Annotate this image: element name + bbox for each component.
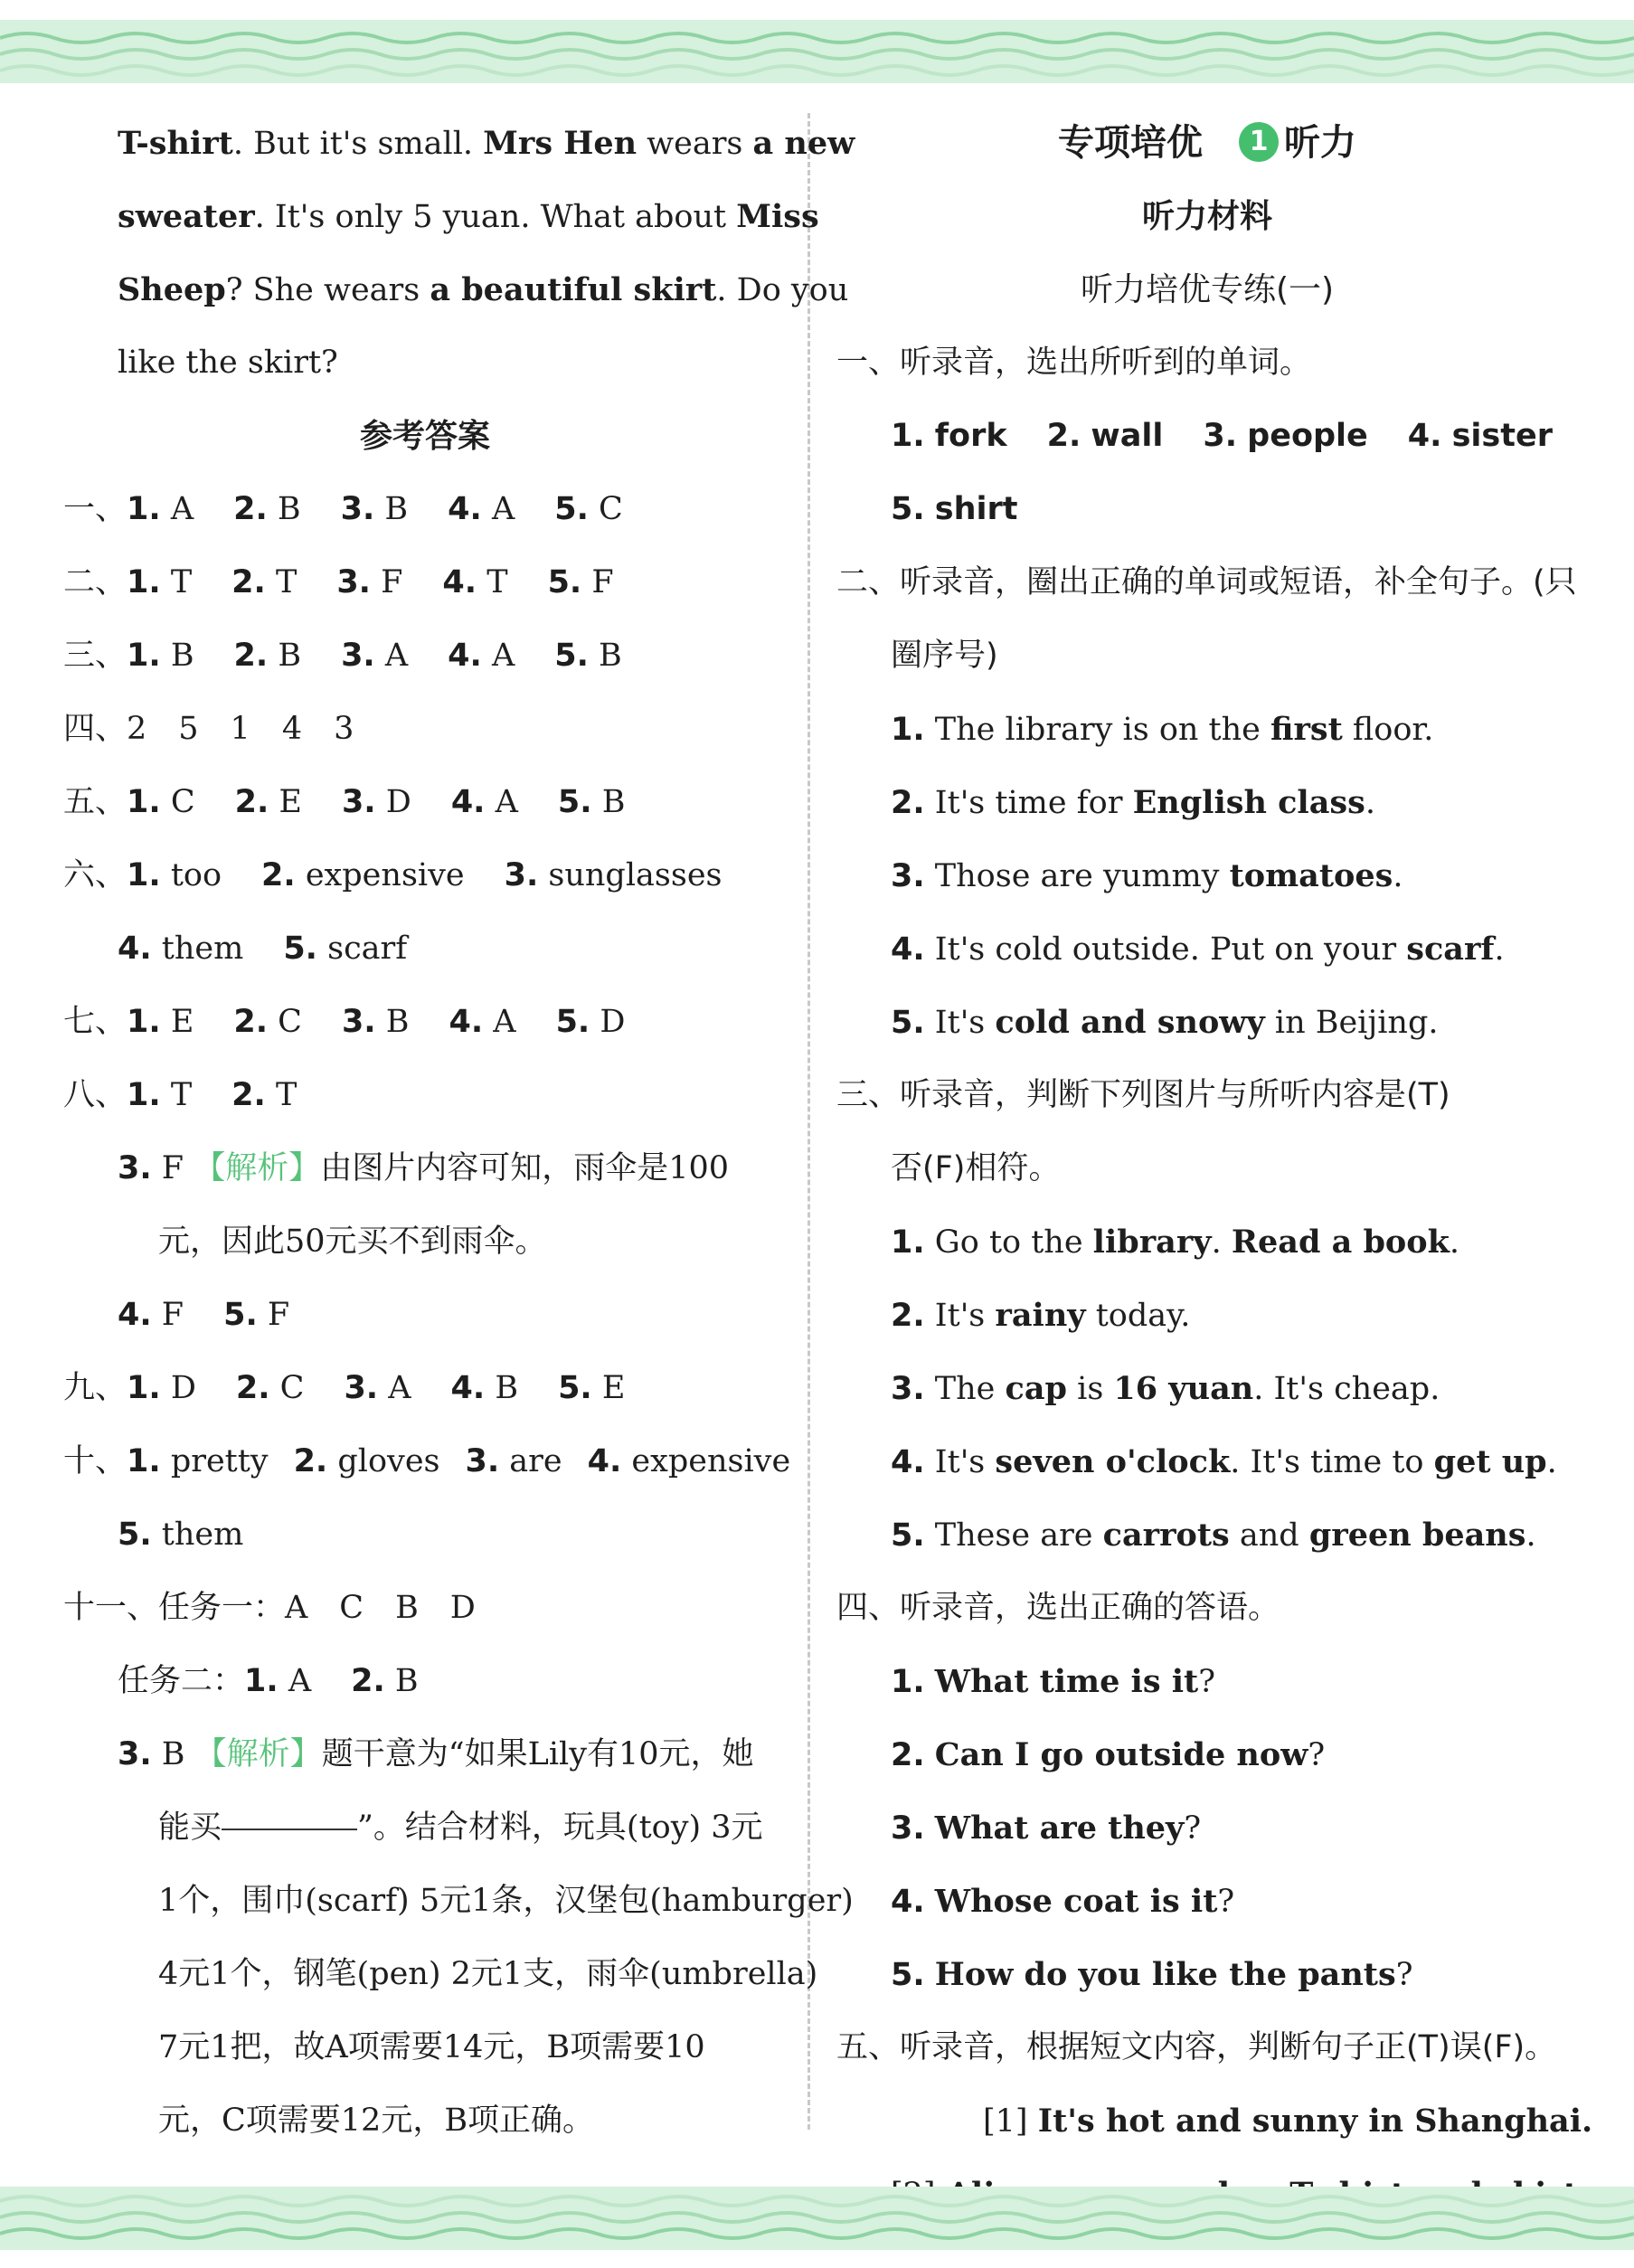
section-title-cont: 圈序号) bbox=[891, 638, 998, 674]
answer-row: 五、1. C 2. E 3. D 4. A 5. B bbox=[63, 784, 626, 820]
word-row: 5. shirt bbox=[891, 491, 1018, 527]
answer-explanation-cont: 4元1个，钢笔(pen) 2元1支，雨伞(umbrella) bbox=[158, 1956, 818, 1992]
answer-row: 一、1. A 2. B 3. B 4. A 5. C bbox=[63, 491, 623, 527]
question-item: 3. What are they? bbox=[891, 1810, 1202, 1847]
question-item: 1. What time is it? bbox=[891, 1663, 1215, 1700]
question-item: 4. Whose coat is it? bbox=[891, 1883, 1235, 1920]
sentence-item: 3. Those are yummy tomatoes. bbox=[891, 857, 1403, 894]
section-title-cont: 否(F)相符。 bbox=[891, 1150, 1061, 1186]
answer-row: 5. them bbox=[118, 1517, 244, 1553]
section-header: 专项培优 1 听力 bbox=[1058, 122, 1356, 164]
answer-row: 4. F 5. F bbox=[118, 1297, 290, 1333]
answer-row: 四、2 5 1 4 3 bbox=[63, 711, 354, 747]
sentence-item: 1. Go to the library. Read a book. bbox=[891, 1224, 1460, 1261]
passage-line: [1] It's hot and sunny in Shanghai. bbox=[983, 2103, 1593, 2140]
section-title: 五、听录音，根据短文内容，判断句子正(T)误(F)。 bbox=[836, 2029, 1557, 2065]
section-title: 四、听录音，选出正确的答语。 bbox=[836, 1590, 1280, 1626]
answer-explanation: 3. F 【解析】由图片内容可知，雨伞是100 bbox=[118, 1150, 730, 1186]
sentence-item: 2. It's time for English class. bbox=[891, 784, 1375, 821]
top-decorative-band bbox=[0, 20, 1634, 83]
section-title: 二、听录音，圈出正确的单词或短语，补全句子。(只 bbox=[836, 564, 1577, 600]
answer-row: 六、1. too 2. expensive 3. sunglasses bbox=[63, 857, 723, 893]
sentence-item: 1. The library is on the first floor. bbox=[891, 711, 1434, 748]
answer-row: 三、1. B 2. B 3. A 4. A 5. B bbox=[63, 638, 622, 674]
answer-explanation-cont: 7元1把，故A项需要14元，B项需要10 bbox=[158, 2029, 705, 2065]
answer-explanation-cont: 能买 ”。结合材料，玩具(toy) 3元 bbox=[158, 1810, 763, 1846]
answer-row: 八、1. T 2. T bbox=[63, 1077, 298, 1113]
answer-row: 十、1. pretty 2. gloves 3. are 4. expensive bbox=[63, 1443, 791, 1479]
column-divider bbox=[808, 113, 810, 2130]
section-title: 三、听录音，判断下列图片与所听内容是(T) bbox=[836, 1077, 1450, 1113]
answer-row: 九、1. D 2. C 3. A 4. B 5. E bbox=[63, 1370, 626, 1406]
sentence-item: 4. It's seven o'clock. It's time to get up. bbox=[891, 1443, 1557, 1480]
question-item: 2. Can I go outside now? bbox=[891, 1736, 1326, 1773]
material-title: 听力材料 bbox=[1141, 198, 1272, 235]
section-title: 一、听录音，选出所听到的单词。 bbox=[836, 345, 1312, 381]
passage-line: T-shirt. But it's small. Mrs Hen wears a new bbox=[118, 125, 855, 162]
answer-row: 二、1. T 2. T 3. F 4. T 5. F bbox=[63, 564, 614, 600]
question-item: 5. How do you like the pants? bbox=[891, 1956, 1413, 1993]
sentence-item: 2. It's rainy today. bbox=[891, 1297, 1191, 1334]
passage-line: like the skirt? bbox=[118, 345, 338, 381]
sentence-item: 5. It's cold and snowy in Beijing. bbox=[891, 1004, 1439, 1041]
right-column bbox=[836, 107, 1593, 2231]
answer-explanation-cont: 元，因此50元买不到雨伞。 bbox=[158, 1224, 547, 1260]
sentence-item: 4. It's cold outside. Put on your scarf. bbox=[891, 931, 1505, 968]
answer-row: 4. them 5. scarf bbox=[118, 931, 408, 967]
bottom-decorative-band bbox=[0, 2187, 1634, 2250]
answer-explanation-cont: 1个，围巾(scarf) 5元1条，汉堡包(hamburger) bbox=[158, 1883, 854, 1919]
answer-row: 七、1. E 2. C 3. B 4. A 5. D bbox=[63, 1004, 626, 1040]
answers-heading: 参考答案 bbox=[359, 418, 490, 455]
number-badge-icon: 1 bbox=[1239, 122, 1279, 162]
passage-line: Sheep? She wears a beautiful skirt. Do you bbox=[118, 271, 849, 308]
sentence-item: 5. These are carrots and green beans. bbox=[891, 1517, 1536, 1554]
answer-explanation-cont: 元，C项需要12元，B项正确。 bbox=[158, 2103, 595, 2139]
answer-explanation: 3. B 【解析】题干意为“如果Lily有10元，她 bbox=[118, 1736, 754, 1772]
word-row: 1. fork 2. wall 3. people 4. sister bbox=[891, 418, 1553, 454]
answer-row: 任务二：1. A 2. B bbox=[118, 1663, 419, 1699]
passage-line: sweater. It's only 5 yuan. What about Miss bbox=[118, 198, 819, 235]
answer-blank bbox=[222, 1828, 357, 1830]
answer-row: 十一、任务一：A C B D bbox=[63, 1590, 476, 1626]
left-column bbox=[63, 107, 855, 2158]
sentence-item: 3. The cap is 16 yuan. It's cheap. bbox=[891, 1370, 1440, 1407]
set-title: 听力培优专练(一) bbox=[1080, 271, 1335, 308]
